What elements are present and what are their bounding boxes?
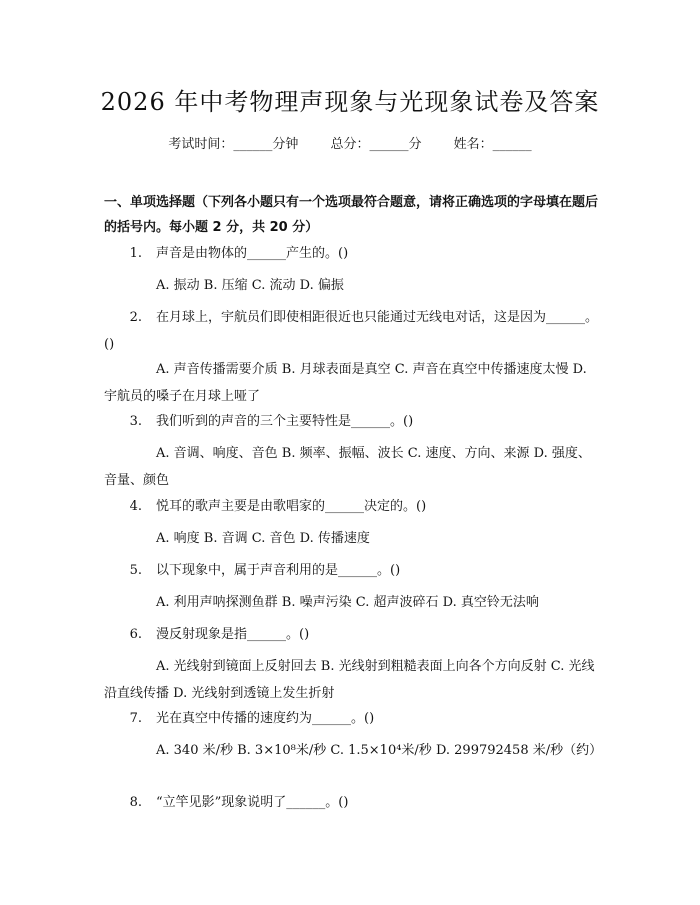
question-text: 在月球上，宇航员们即使相距很近也只能通过无线电对话，这是因为______。() — [104, 310, 599, 352]
exam-score-field: 总分：______分 — [330, 137, 422, 152]
question-4-options: A. 响度 B. 音调 C. 音色 D. 传播速度 — [156, 531, 370, 546]
question-number: 7. — [129, 711, 142, 726]
question-3-options: A. 音调、响度、音色 B. 频率、振幅、波长 C. 速度、方向、来源 D. 强度、音量、颜色 — [104, 446, 591, 488]
section-heading: 一、单项选择题（下列各小题只有一个选项最符合题意，请将正确选项的字母填在题后的括号内。每小题 2 分，共 20 分） — [104, 195, 599, 235]
question-6-options: A. 光线射到镜面上反射回去 B. 光线射到粗糙表面上向各个方向反射 C. 光线沿直线传播 D. 光线射到透镜上发生折射 — [104, 659, 595, 701]
student-name-field: 姓名：______ — [453, 137, 532, 152]
question-2-options: A. 声音传播需要介质 B. 月球表面是真空 C. 声音在真空中传播速度太慢 D. 宇航员的嗓子在月球上哑了 — [104, 362, 587, 404]
question-3 — [104, 408, 600, 435]
question-7-options: A. 340 米/秒 B. 3×10⁸米/秒 C. 1.5×10⁴米/秒 D. 299792458 米/秒（约） — [156, 743, 603, 758]
question-text: “立竿见影”现象说明了______。() — [156, 795, 349, 810]
question-text: 以下现象中，属于声音利用的是______。() — [156, 563, 401, 578]
question-8 — [104, 789, 600, 816]
question-number: 2. — [129, 310, 142, 325]
question-1 — [104, 240, 600, 267]
question-5-options: A. 利用声呐探测鱼群 B. 噪声污染 C. 超声波碎石 D. 真空铃无法响 — [156, 595, 539, 610]
question-text: 漫反射现象是指______。() — [156, 627, 310, 642]
question-number: 5. — [129, 563, 142, 578]
exam-meta — [0, 133, 700, 152]
question-text: 我们听到的声音的三个主要特性是______。() — [156, 414, 414, 429]
question-2 — [104, 304, 600, 358]
page-title: 2026 年中考物理声现象与光现象试卷及答案 — [100, 88, 600, 116]
question-5 — [104, 557, 600, 584]
question-7 — [104, 705, 600, 732]
question-4 — [104, 493, 600, 520]
question-number: 6. — [129, 627, 142, 642]
question-number: 1. — [129, 246, 142, 261]
question-text: 悦耳的歌声主要是由歌唱家的______决定的。() — [156, 499, 427, 514]
question-text: 声音是由物体的______产生的。() — [156, 246, 349, 261]
question-text: 光在真空中传播的速度约为______。() — [156, 711, 375, 726]
question-number: 8. — [129, 795, 142, 810]
question-number: 4. — [129, 499, 142, 514]
question-1-options: A. 振动 B. 压缩 C. 流动 D. 偏振 — [156, 278, 344, 293]
exam-time-field: 考试时间：______分钟 — [168, 137, 299, 152]
question-6 — [104, 621, 600, 648]
question-number: 3. — [129, 414, 142, 429]
